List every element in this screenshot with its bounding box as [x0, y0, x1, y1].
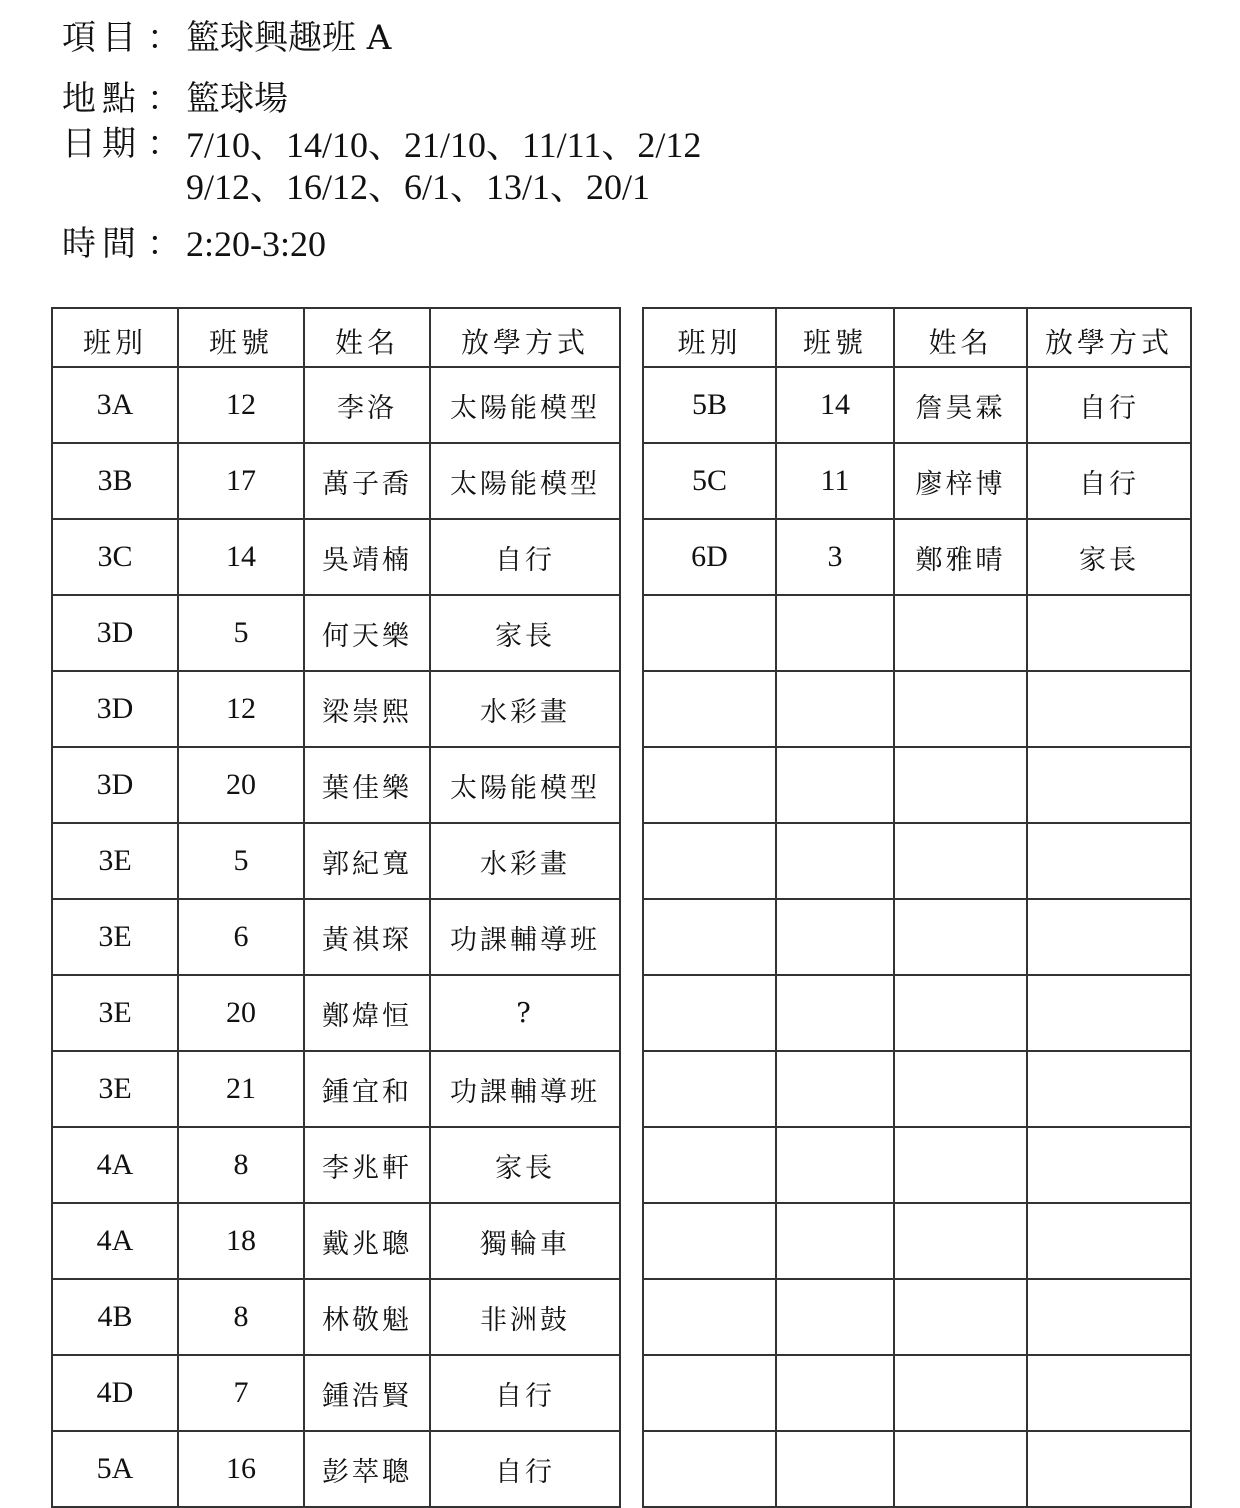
time-line: [62, 224, 326, 264]
roster-body-left: [52, 367, 620, 1507]
table-row: [643, 1355, 1191, 1431]
cell-class: [643, 1203, 776, 1279]
cell-number: 3: [776, 519, 894, 595]
time-colon: ：: [147, 224, 181, 264]
cell-name: 鄭煒恒: [304, 975, 430, 1051]
cell-number: [776, 747, 894, 823]
date-colon: ：: [147, 124, 181, 164]
cell-name: 梁崇熙: [304, 671, 430, 747]
table-row: [52, 823, 620, 899]
date-values: [186, 124, 701, 208]
cell-number: [776, 1279, 894, 1355]
cell-number: 16: [178, 1431, 304, 1507]
cell-dismissal: [1027, 823, 1191, 899]
cell-class: [643, 975, 776, 1051]
cell-name: 李兆軒: [304, 1127, 430, 1203]
cell-class: 3E: [52, 899, 178, 975]
cell-name: 鄭雅晴: [894, 519, 1027, 595]
cell-class: [643, 1279, 776, 1355]
table-row: [52, 1051, 620, 1127]
location-label: 地點: [62, 79, 142, 119]
cell-name: 黃祺琛: [304, 899, 430, 975]
cell-number: [776, 1127, 894, 1203]
date-label: 日期: [62, 124, 142, 164]
cell-class: [643, 747, 776, 823]
table-row: [643, 1051, 1191, 1127]
table-row: [52, 595, 620, 671]
table-row: [643, 1431, 1191, 1507]
cell-dismissal: [1027, 671, 1191, 747]
cell-number: 6: [178, 899, 304, 975]
cell-dismissal: 自行: [1027, 367, 1191, 443]
cell-dismissal: 太陽能模型: [430, 747, 620, 823]
cell-number: 11: [776, 443, 894, 519]
cell-dismissal: 家長: [430, 1127, 620, 1203]
cell-number: 8: [178, 1279, 304, 1355]
cell-name: [894, 1051, 1027, 1127]
cell-class: 5C: [643, 443, 776, 519]
cell-number: [776, 975, 894, 1051]
cell-dismissal: [1027, 1203, 1191, 1279]
cell-class: 3D: [52, 671, 178, 747]
cell-dismissal: 功課輔導班: [430, 1051, 620, 1127]
table-row: [52, 519, 620, 595]
cell-class: 4B: [52, 1279, 178, 1355]
table-row: [643, 1279, 1191, 1355]
table-row: [52, 443, 620, 519]
cell-class: 3B: [52, 443, 178, 519]
location-line: [62, 79, 288, 119]
cell-dismissal: 功課輔導班: [430, 899, 620, 975]
cell-name: [894, 1279, 1027, 1355]
cell-name: 何天樂: [304, 595, 430, 671]
date-values-line-2: 9/12、16/12、6/1、13/1、20/1: [186, 167, 651, 207]
table-row: [643, 1203, 1191, 1279]
cell-number: [776, 823, 894, 899]
table-row: [643, 823, 1191, 899]
cell-number: 12: [178, 367, 304, 443]
column-header-name: 姓名: [894, 308, 1027, 367]
table-row: [643, 1127, 1191, 1203]
table-row: [643, 671, 1191, 747]
time-value: 2:20-3:20: [186, 224, 326, 264]
project-colon: ：: [147, 18, 181, 58]
cell-dismissal: [1027, 1051, 1191, 1127]
cell-number: [776, 595, 894, 671]
cell-number: 14: [178, 519, 304, 595]
cell-name: 戴兆聰: [304, 1203, 430, 1279]
cell-name: [894, 975, 1027, 1051]
cell-name: 詹昊霖: [894, 367, 1027, 443]
table-row: [643, 747, 1191, 823]
table-row: [643, 443, 1191, 519]
table-row: [643, 595, 1191, 671]
location-value: 籃球場: [186, 79, 288, 119]
project-line: [62, 18, 391, 58]
table-row: [643, 367, 1191, 443]
table-row: [52, 899, 620, 975]
cell-class: 3D: [52, 595, 178, 671]
cell-number: [776, 1355, 894, 1431]
cell-dismissal: 家長: [1027, 519, 1191, 595]
cell-number: 8: [178, 1127, 304, 1203]
cell-name: 郭紀寬: [304, 823, 430, 899]
cell-dismissal: [1027, 595, 1191, 671]
column-header-number: 班號: [178, 308, 304, 367]
cell-dismissal: 非洲鼓: [430, 1279, 620, 1355]
cell-number: [776, 899, 894, 975]
cell-number: 17: [178, 443, 304, 519]
cell-dismissal: 自行: [430, 1431, 620, 1507]
cell-name: 鍾浩賢: [304, 1355, 430, 1431]
column-header-class: 班別: [643, 308, 776, 367]
cell-class: 4A: [52, 1203, 178, 1279]
cell-class: 5A: [52, 1431, 178, 1507]
cell-class: 3E: [52, 1051, 178, 1127]
cell-number: [776, 1203, 894, 1279]
cell-name: 吳靖楠: [304, 519, 430, 595]
cell-class: 4D: [52, 1355, 178, 1431]
column-header-class: 班別: [52, 308, 178, 367]
table-row: [52, 1203, 620, 1279]
table-row: [52, 1127, 620, 1203]
table-row: [52, 747, 620, 823]
cell-name: [894, 899, 1027, 975]
cell-name: [894, 671, 1027, 747]
roster-body-right: [643, 367, 1191, 1507]
cell-dismissal: [1027, 975, 1191, 1051]
column-header-number: 班號: [776, 308, 894, 367]
cell-class: [643, 595, 776, 671]
cell-name: 林敬魁: [304, 1279, 430, 1355]
cell-number: 5: [178, 823, 304, 899]
header-row: [643, 308, 1191, 367]
cell-class: [643, 671, 776, 747]
cell-name: 彭萃聰: [304, 1431, 430, 1507]
cell-dismissal: [1027, 899, 1191, 975]
cell-dismissal: ?: [430, 975, 620, 1051]
cell-number: 7: [178, 1355, 304, 1431]
table-row: [52, 1355, 620, 1431]
date-values-line-1: 7/10、14/10、21/10、11/11、2/12: [186, 125, 702, 165]
table-row: [52, 1431, 620, 1507]
cell-class: 3A: [52, 367, 178, 443]
table-row: [643, 899, 1191, 975]
cell-dismissal: [1027, 1279, 1191, 1355]
cell-dismissal: 水彩畫: [430, 823, 620, 899]
column-header-dismissal: 放學方式: [430, 308, 620, 367]
cell-dismissal: [1027, 1127, 1191, 1203]
cell-class: [643, 899, 776, 975]
cell-name: [894, 1127, 1027, 1203]
cell-dismissal: [1027, 747, 1191, 823]
cell-dismissal: 自行: [430, 519, 620, 595]
cell-class: 5B: [643, 367, 776, 443]
table-row: [52, 671, 620, 747]
roster-table-right: [642, 307, 1192, 1508]
cell-name: [894, 823, 1027, 899]
cell-dismissal: 獨輪車: [430, 1203, 620, 1279]
cell-class: 3D: [52, 747, 178, 823]
cell-name: 李洛: [304, 367, 430, 443]
table-row: [52, 1279, 620, 1355]
cell-class: 3E: [52, 975, 178, 1051]
cell-number: 5: [178, 595, 304, 671]
cell-number: 21: [178, 1051, 304, 1127]
header-row: [52, 308, 620, 367]
project-value: 籃球興趣班 A: [186, 18, 392, 58]
cell-name: [894, 1431, 1027, 1507]
cell-number: 18: [178, 1203, 304, 1279]
cell-class: [643, 823, 776, 899]
cell-name: 萬子喬: [304, 443, 430, 519]
cell-dismissal: [1027, 1431, 1191, 1507]
location-colon: ：: [147, 79, 181, 119]
cell-number: [776, 671, 894, 747]
cell-name: [894, 595, 1027, 671]
project-label: 項目: [62, 18, 142, 58]
date-line: [62, 124, 701, 208]
cell-dismissal: 水彩畫: [430, 671, 620, 747]
cell-dismissal: 自行: [1027, 443, 1191, 519]
table-row: [52, 367, 620, 443]
cell-name: [894, 1355, 1027, 1431]
cell-dismissal: [1027, 1355, 1191, 1431]
cell-name: [894, 747, 1027, 823]
cell-class: [643, 1051, 776, 1127]
cell-name: [894, 1203, 1027, 1279]
cell-dismissal: 自行: [430, 1355, 620, 1431]
cell-class: 6D: [643, 519, 776, 595]
column-header-name: 姓名: [304, 308, 430, 367]
table-row: [52, 975, 620, 1051]
cell-number: 12: [178, 671, 304, 747]
cell-name: 葉佳樂: [304, 747, 430, 823]
cell-class: [643, 1355, 776, 1431]
column-header-dismissal: 放學方式: [1027, 308, 1191, 367]
cell-number: [776, 1431, 894, 1507]
cell-class: 3E: [52, 823, 178, 899]
cell-number: 14: [776, 367, 894, 443]
cell-name: 鍾宜和: [304, 1051, 430, 1127]
cell-number: 20: [178, 747, 304, 823]
roster-table-left: [51, 307, 621, 1508]
cell-name: 廖梓博: [894, 443, 1027, 519]
cell-class: [643, 1127, 776, 1203]
cell-number: 20: [178, 975, 304, 1051]
table-row: [643, 975, 1191, 1051]
table-row: [643, 519, 1191, 595]
time-label: 時間: [62, 224, 142, 264]
cell-class: [643, 1431, 776, 1507]
cell-dismissal: 家長: [430, 595, 620, 671]
cell-dismissal: 太陽能模型: [430, 367, 620, 443]
cell-class: 3C: [52, 519, 178, 595]
cell-class: 4A: [52, 1127, 178, 1203]
cell-number: [776, 1051, 894, 1127]
cell-dismissal: 太陽能模型: [430, 443, 620, 519]
